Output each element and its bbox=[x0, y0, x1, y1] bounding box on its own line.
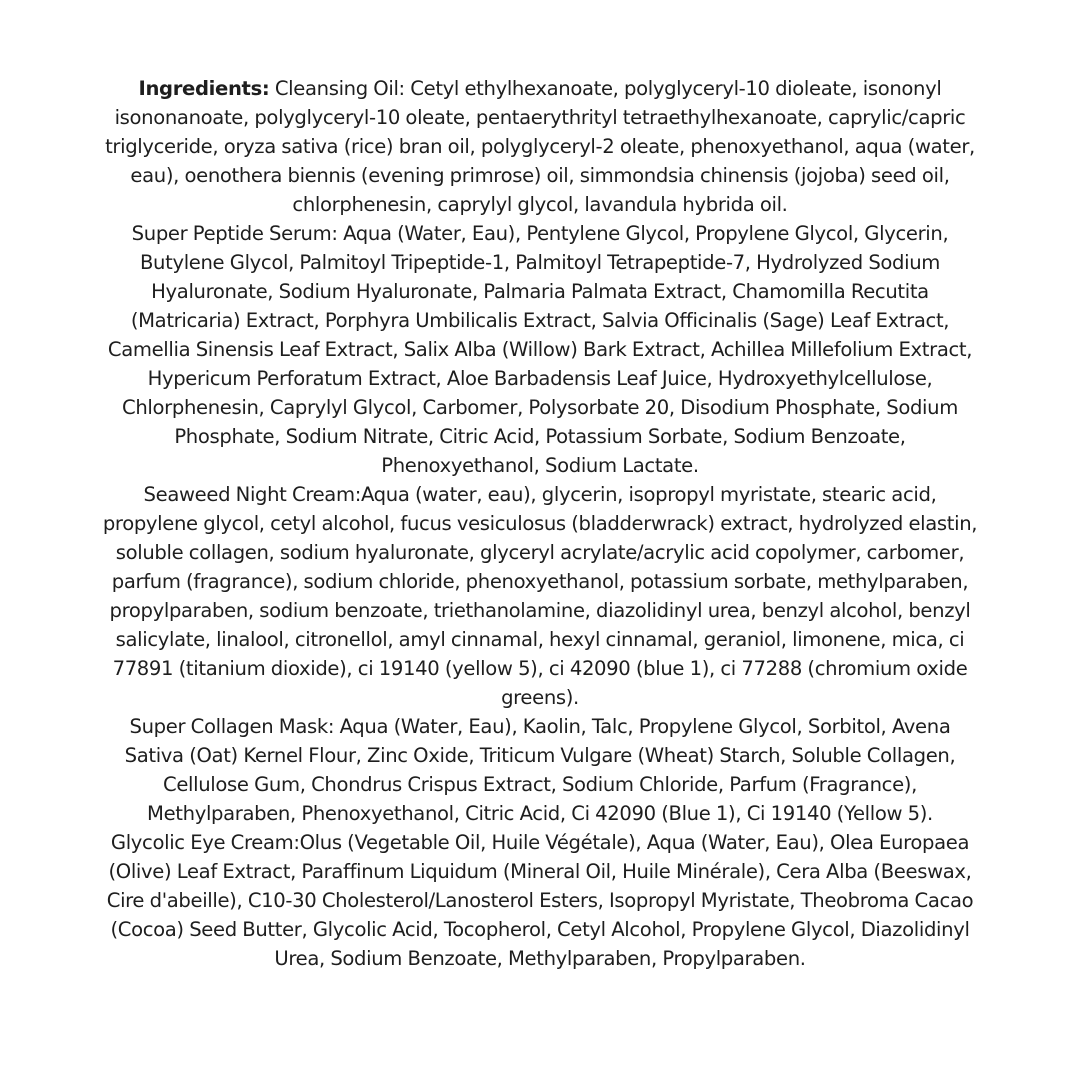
seaweed-night-cream-paragraph: Seaweed Night Cream:Aqua (water, eau), glycerin, isopropyl myristate, stearic acid, propylene glycol, cetyl alcohol, fucus vesiculosus (bladderwrack) extract, hydrolyzed elastin, soluble collagen, sodium hyaluronate, glyceryl acrylate/acrylic acid copolymer, carbomer, parfum (fragrance), sodium chloride, phenoxyethanol, potassium sorbate, methylparaben, propylparaben, sodium benzoate, triethanolamine, diazolidinyl urea, benzyl alcohol, benzyl salicylate, linalool, citronellol, amyl cinnamal, hexyl cinnamal, geraniol, limonene, mica, ci 77891 (titanium dioxide), ci 19140 (yellow 5), ci 42090 (blue 1), ci 77288 (chromium oxide greens). bbox=[102, 483, 978, 709]
ingredients-heading: Ingredients: bbox=[138, 77, 270, 100]
ingredients-block bbox=[100, 74, 980, 973]
cleansing-oil-text: Cleansing Oil: Cetyl ethylhexanoate, polyglyceryl-10 dioleate, isononyl isononanoate, polyglyceryl-10 oleate, pentaerythrityl tetraethylhexanoate, caprylic/capric triglyceride, oryza sativa (rice) bran oil, polyglyceryl-2 oleate, phenoxyethanol, aqua (water, eau), oenothera biennis (evening primrose) oil, simmondsia chinensis (jojoba) seed oil, chlorphenesin, caprylyl glycol, lavandula hybrida oil. bbox=[105, 77, 975, 216]
cleansing-oil-paragraph bbox=[100, 74, 980, 219]
glycolic-eye-cream-paragraph: Glycolic Eye Cream:Olus (Vegetable Oil, Huile Végétale), Aqua (Water, Eau), Olea Europaea (Olive) Leaf Extract, Paraffinum Liquidum (Mineral Oil, Huile Minérale), Cera Alba (Beeswax, Cire d'abeille), C10-30 Cholesterol/Lanosterol Esters, Isopropyl Myristate, Theobroma Cacao (Cocoa) Seed Butter, Glycolic Acid, Tocopherol, Cetyl Alcohol, Propylene Glycol, Diazolidinyl Urea, Sodium Benzoate, Methylparaben, Propylparaben. bbox=[106, 831, 974, 970]
super-collagen-mask-paragraph: Super Collagen Mask: Aqua (Water, Eau), Kaolin, Talc, Propylene Glycol, Sorbitol, Avena Sativa (Oat) Kernel Flour, Zinc Oxide, Triticum Vulgare (Wheat) Starch, Soluble Collagen, Cellulose Gum, Chondrus Crispus Extract, Sodium Chloride, Parfum (Fragrance), Methylparaben, Phenoxyethanol, Citric Acid, Ci 42090 (Blue 1), Ci 19140 (Yellow 5). bbox=[124, 715, 956, 825]
super-peptide-serum-paragraph: Super Peptide Serum: Aqua (Water, Eau), Pentylene Glycol, Propylene Glycol, Glycerin, Butylene Glycol, Palmitoyl Tripeptide-1, Palmitoyl Tetrapeptide-7, Hydrolyzed Sodium Hyaluronate, Sodium Hyaluronate, Palmaria Palmata Extract, Chamomilla Recutita (Matricaria) Extract, Porphyra Umbilicalis Extract, Salvia Officinalis (Sage) Leaf Extract, Camellia Sinensis Leaf Extract, Salix Alba (Willow) Bark Extract, Achillea Millefolium Extract, Hypericum Perforatum Extract, Aloe Barbadensis Leaf Juice, Hydroxyethylcellulose, Chlorphenesin, Caprylyl Glycol, Carbomer, Polysorbate 20, Disodium Phosphate, Sodium Phosphate, Sodium Nitrate, Citric Acid, Potassium Sorbate, Sodium Benzoate, Phenoxyethanol, Sodium Lactate. bbox=[107, 222, 973, 477]
